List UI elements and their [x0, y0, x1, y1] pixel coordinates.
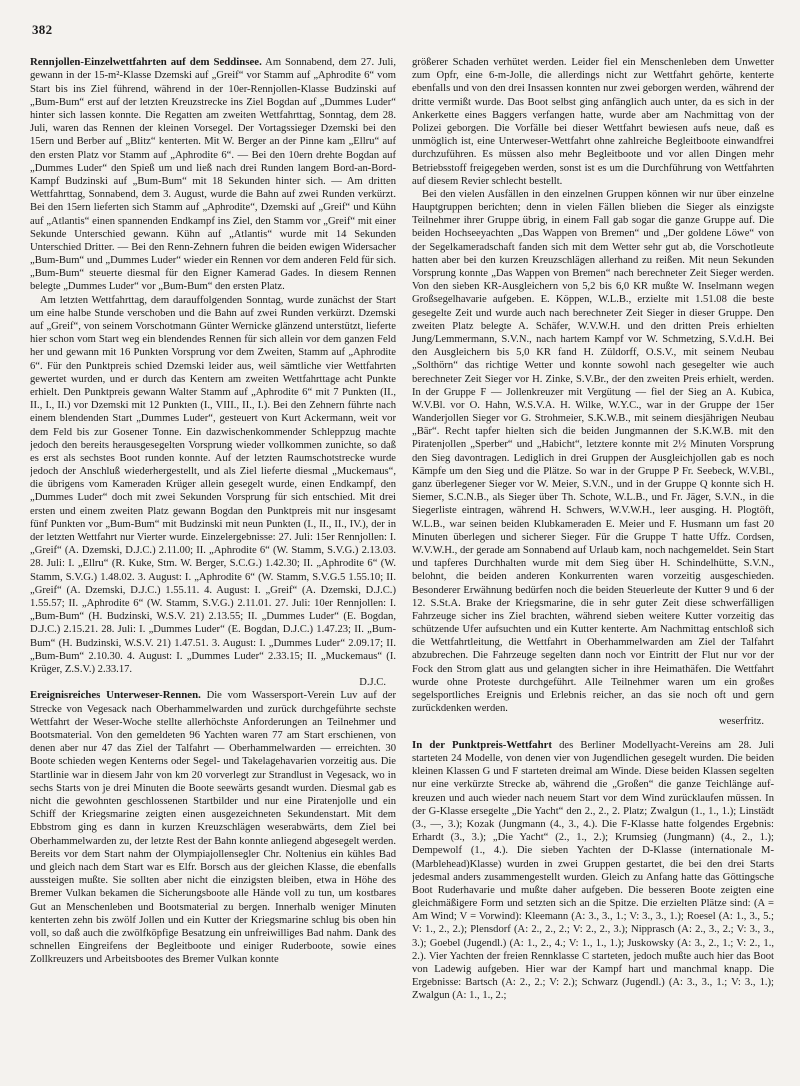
modellyacht-text: des Berliner Modellyacht-Vereins am 28. Juli starteten 24 Modelle, von denen vier von Jugendlichen gesegelt wurden. Die beiden kleinen Klassen G und F starteten dreimal am Winde. Diese beiden Klassen segelten nur eine verkürzte Strecke ab, während die „Großen“ die ganze Teichlänge auf-kreuzen und auch wieder nach neuem Start vor dem Wind zurücklaufen müssen. In der G-Klasse ersegelte „Die Yacht“ den 2., 2., 2. Platz; Zwalgun (1., 1., 1.); Linstädt (3., —, 3.); Kozak (Jungmann (4., 3., 4.). Die F-Klasse hatte folgendes Ergebnis: Erhardt (3., 3.); „Die Yacht“ (2., 1., 2.); Krumsieg (Jungmann) (4., 2., 1.); Dempewolf (1., 4.). Die sieben Yachten der D-Klasse (internationale M-(Marblehead)Klasse) wurden in zwei Gruppen gestartet, die bei den drei Starts jedesmal anders zusammengestellt wurden. Gleich zu Anfang hatte das Göttingsche Boot Ruderhavarie und mußte daher aufgeben. Die besseren Boote zeigten eine gleichmäßigere Form und setzten sich an die Spitze. Die erzielten Plätze sind: (A = Am Wind; V = Vorwind): Kleemann (A: 3., 3., 1.; V: 3., 3., 1.); Roesel (A: 1., 3., 5.; V: 1., 2., 2.); Plensdorf (A: 2., 2., 2.; V: 2., 2., 3.); Nipprasch (A: 2., 3., 2.; V: 3., 3., 3.); Goebel (Jugendl.) (A: 1., 2., 4.; V: 1., 1., 1.); Juskowsky (A: 3., 2., 1.; V: 2., 1., 2.). Vier Yachten der freien Rennklasse C starteten, jedoch mußte auch hier das Boot von Ladewig aufgeben. Hier war der Kampf hart und manchmal knapp. Die Ergebnisse: Bartsch (A: 2., 2.; V: 2.); Schwarz (Jugendl.) (A: 3., 3., 1.; V: 3., 1.); Zwalgun (A: 1., 1., 2.;	[412, 739, 774, 1002]
seddinsee-heading: Rennjollen-Einzelwettfahrten auf dem Seddinsee.	[30, 56, 262, 68]
last-race-paragraph: Am letzten Wettfahrttag, dem darauffolgenden Sonntag, wurde zunächst der Start um eine halbe Stunde verschoben und die Bahn auf zwei Runden verkürzt. Dzemski auf „Greif“, von seinem Vorschotmann Günter Wernicke glänzend unterstützt, lieferte hier schon vom Start weg ein blendendes Rennen für sich allein vor dem ganzen Feld her und gewann mit 16 Punkten Vorsprung vor dem Zweiten, Stamm auf „Aphrodite 6“. Für den Punktpreis schied Dzemski leider aus, weil sämtliche vier Wettfahrten gewertet wurden, und er durch das Kentern am zweiten Wettfahrttage acht Punkte erhielt. Den Punktpreis gewann Walter Stamm auf „Aphrodite 6“ mit 7 Punkten (II., II., I., II.) vor Dzemski mit 12 Punkten (I., VIII., II., I.). Bei den Zehnern führte nach einem blendenden Start „Dummes Luder“, gesteuert von Kurt Ackermann, weit vor dem Feld bis zur Gosener Tonne. Ein dazwischenkommender Schleppzug machte jedoch den bereits herausgesegelten Vorsprung wieder vollkommen zunichte, so daß es erst als sechstes Boot runden konnte. Auf der letzten Raumschotstrecke wurde jedoch der Anschluß wiederhergestellt, und als Ziel lieferte diesmal „Muckemaus“, die übrigens vom Kameraden Krüger allein gesegelt wurde, einen Endkampf, den „Dummes Luder“ doch mit zwei Sekunden Vorsprung für sich entschied. Mit drei ersten und einem zweiten Platz gewann Bogdan den Punktpreis mit nur insgesamt fünf Punkten vor „Bum-Bum“ mit Budzinski mit neun Punkten (I., II., II., IV.), der in der letzten Wettfahrt nur Vierter wurde. Einzelergebnisse: 27. Juli: 15er Rennjollen: I. „Greif“ (A. Dzemski, D.J.C.) 2.11.00; II. „Aphrodite 6“ (W. Stamm, S.V.G.) 2.13.03. 28. Juli: I. „Ellru“ (R. Kuke, Stm. W. Berger, S.C.G.) 1.42.30; II. „Aphrodite 6“ (W. Stamm, S.V.G.) 1.48.02. 3. August: I. „Aphrodite 6“ (W. Stamm, S.V.G.5 1.55.10; II. „Greif“ (A. Dzemski, D.J.C.) 1.55.11. 4. August: I. „Greif“ (A. Dzemski, D.J.C.) 1.55.57; II. „Aphrodite 6“ (W. Stamm, S.V.G.) 2.11.01. 27. Juli: 10er Rennjollen: I. „Bum-Bum“ (H. Budzinski, W.S.V. 21) 2.13.55; II. „Dummes Luder“ (E. Bogdan, D.J.C.) 2.15.21. 28. Juli: I. „Dummes Luder“ (E. Bogdan, D.J.C.) 1.47.23; II. „Bum-Bum“ (H. Budzinski, W.S.V. 21) 1.47.51. 3. August: I. „Dummes Luder“ 2.09.17; II. „Bum-Bum“ 2.10.30. 4. August: I. „Dummes Luder“ 2.33.15; II. „Muckemaus“ (I. Krüger, Z.S.V.) 2.33.17.	[30, 294, 396, 675]
left-column	[30, 56, 396, 1076]
groups-paragraph: Bei den vielen Ausfällen in den einzelnen Gruppen können wir nur über einzelne Hauptgruppen berichten; denn in vielen Fällen blieben die Sieger als einzigste Teilnehmer ihrer Gruppe übrig, in einem Fall gab sogar die ganze Gruppe auf. Die beiden Hochseeyachten „Das Wappen von Bremen“ und „Der goldene Löwe“ von der Segelkameradschaft fanden sich mit dem Wetter sehr gut ab, die Vorschotleute hatten aber bei den kurzen Kreuzschlägen allerhand zu reißen. Mit neun Sekunden Vorsprung konnte „Das Wappen von Bremen“ nach berechneter Zeit Sieger werden. Von den sieben KR-Ausgleichern von 5,2 bis 6,0 KR mußte W. Inselmann wegen Großsegelhavarie aufgeben. E. Köppen, W.L.B., erzielte mit 1.51.08 die beste gesegelte Zeit und wurde auch nach berechneter Zeit Sieger in dieser Gruppe. Den zweiten Platz belegte A. Schäfer, W.V.W.H. und den dritten Preis erhielten Jung/Lemmermann, S.V.N., nach hartem Kampf vor W. Schmetzing, S.V.d.H. Bei den Ausgleichern bis 5,0 KR fand H. Züldorff, O.S.V., mit seinem Neubau „Solthörn“ das richtige Wetter und konnte sowohl nach gesegelter wie auch berechneter Zeit Sieger vor H. Zinke, S.V.Br., der den zweiten Preis erhielt, werden. In der Gruppe F — Jollenkreuzer mit Vergütung — fiel der Sieg an A. Kubica, W.V.Bl. vor O. Hahn, W.S.V.A. H. Wilke, W.Y.C., war in der Gruppe der 15er Wanderjollen Sieger vor G. Strohmeier, S.K.W.B., mit seinem diesjährigen Neubau „Bär“. Recht tapfer hielten sich die beiden Jungmannen der S.K.W.B. mit den Piratenjollen „Sperber“ und „Habicht“, letztere konnte mit 2½ Minuten Vorsprung den Sieg davontragen. Lediglich in drei Gruppen der Ausgleichjollen gab es noch Kämpfe um den Sieg und die Plätze. So war in der Gruppe P Fr. Seebeck, W.V.Bl., ganz überlegener Sieger vor W. Meier, S.V.N., und in der Gruppe Q konnte sich H. Siemer, S.C.N.B., als Sieger über Th. Schote, W.L.B., und Fr. Jäger, S.V.N., in die Siegerliste eintragen, während H. Schwers, W.V.W.H., leer ausging. H. Plogtöft, W.L.B., war seinen beiden Klubkameraden E. Meier und F. Husmann um fast 20 Minuten überlegen und sicherer Sieger. Für die Gruppe T hatte Uffz. Cordsen, W.V.W.H., der gerade am Sonnabend auf Urlaub kam, noch nachgemeldet. Sein Start und tapferes Durchhalten wurde mit dem Sieg über H. Schindelhütte, S.V.N., belohnt, die beiden anderen Konkurrenten waren vorzeitig ausgeschieden. Besonderer Erwähnung bedürfen noch die beiden Steuerleute der Kutter 9 und 6 der 12. S.St.A. Brake der Kriegsmarine, die in sehr guter Zeit diese schwerfälligen Fahrzeuge sicher ins Ziel brachten, während sieben weitere Kutter vorzeitig das schützende Ufer aufsuchten und ein Kutter kenterte. Am Nachmittag entschloß sich die Wettfahrtleitung, die Wettfahrt in Oberhammelwarden am Ziel der Talfahrt abzubrechen. Die Fahrzeuge segelten dann noch vor Eintritt der Flut nur vor der Fock den Strom glatt aus und gelangten sicher in ihre Heimathäfen. Die Wettfahrt wurde ohne Proteste durchgeführt. Alle Teilnehmer waren um ein großes segelsportliches Ereignis und Erlebnis reicher, an das sie noch oft und gern zurückdenken werden.	[412, 188, 774, 715]
right-column	[412, 56, 774, 1076]
weserfritz-signature: weserfritz.	[719, 716, 764, 728]
unterweser-heading: Ereignisreiches Unterweser-Rennen.	[30, 689, 201, 702]
djc-signature: D.J.C.	[359, 677, 386, 689]
unterweser-text: Die vom Wassersport-Verein Luv auf der Strecke von Vegesack nach Oberhammelwarden und zurück durchgeführte sechste Wettfahrt der Weser-Woche stellte allerhöchste Anforderungen an Teilnehmer und Bootsmaterial. Von den gemeldeten 96 Yachten waren 77 am Start erschienen, von denen aber nur 47 das Ziel der Talfahrt — Oberhammelwarden — erreichten. 30 Boote schieden wegen Kenterns oder Segel- und Takelagehavarien vorzeitig aus. Die Startlinie war in diesem Jahr von km 20 vorverlegt zur Strandlust in Vegesack, wo in sechs Starts von je drei Minuten die Boote seewärts gesandt wurden. Diesmal gab es nicht die gewohnten geschlossenen Startbilder und nur eine Piratenjolle und ein Schiff der Kriegsmarine zeigten einen ausgezeichneten Sekundenstart. Mit dem Ebbstrom ging es dann in kurzen Kreuzschlägen weserabwärts, dem Ziel bei Oberhammelwarden zu, der letzte Rest der Bahn konnte anliegend abgesegelt werden. Bereits vor dem Start nahm der Olympiajollensegler Chr. Noltenius ein kühles Bad und gleich nach dem Start war es Elfr. Borsch aus der gleichen Klasse, die ebenfalls aussteigen mußte. Sie sollten aber nicht die einzigsten bleiben, etwa in Höhe des Bremer Vulkan bekamen die Sicherungsboote alle Hände voll zu tun, um kostbares Gut an Menschenleben und Bootsmaterial zu bergen. Innerhalb weniger Minuten kenterten zehn bis zwölf Jollen und ein Kutter der Kriegsmarine schlug bis oben hin voll, so daß auch die zwölfköpfige Besatzung ein unfreiwilliges Bad nahm. Dank des schnellen Eingreifens der Begleitboote und einiger Ruderboote, sowie eines Zollkreuzers und Arbeitsbootes des Bremer Vulkan konnte	[30, 690, 396, 966]
modellyacht-heading: In der Punktpreis-Wettfahrt	[412, 738, 552, 751]
page-number: 382	[32, 22, 53, 37]
unterweser-continued-paragraph: größerer Schaden verhütet werden. Leider fiel ein Menschenleben dem Unwetter zum Opfr, eine 6-m-Jolle, die allerdings nicht zur Wettfahrt gehörte, kenterte ebenfalls und von den drei Insassen konnten nur zwei geborgen werden, während der dritte vermißt wurde. Das Boot selbst ging anfänglich auch unter, da es sich in der Ankerkette eines Baggers verfangen hatte, wurde aber am Nachmittag von der Polizei geborgen. Die Vorfälle bei dieser Wettfahrt bewiesen aufs neue, daß es unmöglich ist, eine Unterweser-Wettfahrt ohne zahlreiche Begleitboote einwandfrei durchzuführen. Es müssen also mehr Begleitboote und vor allen Dingen mehr Betriebsstoff freigegeben werden, sonst ist es um die Durchführung von Wettfahrten auf diesem Revier schlecht bestellt.	[412, 57, 774, 187]
seddinsee-text: Am Sonnabend, dem 27. Juli, gewann in der 15-m²-Klasse Dzemski auf „Greif“ vor Stamm auf „Aphrodite 6“ vom Start bis ins Ziel führend, während in der 10er-Rennjollen-Klasse Budzinski auf „Bum-Bum“ erst auf der letzten Kreuzstrecke ins Ziel Bogdan auf „Dummes Luder“ hinter sich lassen konnte. Die Regatten am zweiten Wettfahrttag, Sonntag, dem 28. Juli, waren das Rennen der kleinen Vorsegel. Der Vortagssieger Dzemski bei den 15ern und Berber auf „Blitz“ kenterten. Mit W. Berger an der Pinne kam „Ellru“ auf den ersten Platz vor Stamm auf „Aphrodite 6“. — Bei den 10ern drehte Bogdan auf „Dummes Luder“ den Spieß um und ließ nach drei Runden langem Bord-an-Bord-Kampf Budzinski auf „Bum-Bum“ mit 18 Sekunden hinter sich. — Am dritten Wettfahrttag, Sonnabend, dem 3. August, wurde die Bahn auf zwei Runden verkürzt. Bei den 15ern lieferten sich Stamm auf „Aphrodite“, Dzemski auf „Greif“ und Kühn auf „Atlantis“ einen spannenden Endkampf ins Ziel, den Stamm vor „Greif“ mit einer Sekunde Unterschied gewann. Kühn auf „Atlantis“ wurde mit 14 Sekunden Unterschied Dritter. — Bei den Renn-Zehnern fuhren die beiden ewigen Widersacher „Bum-Bum“ und „Dummes Luder“ wieder ein Rennen vor dem anderen Feld für sich. „Bum-Bum“ steuerte diesmal für den Eigner Kamerad Gades. In diesem Rennen belegte „Dummes Luder“ vor „Bum-Bum“ den ersten Platz.	[30, 57, 396, 293]
